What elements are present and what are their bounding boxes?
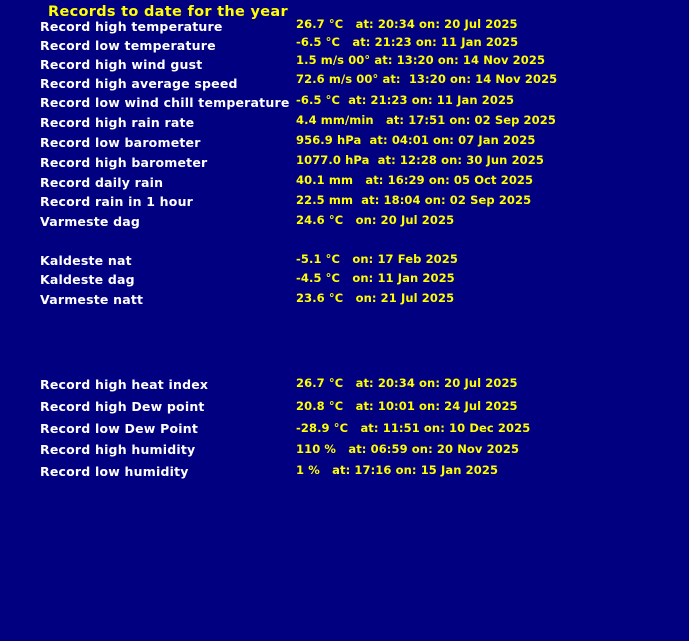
record-value-low-dew-point: -28.9 °C at: 11:51 on: 10 Dec 2025 bbox=[296, 421, 531, 435]
record-label-high-barometer: Record high barometer bbox=[40, 155, 208, 170]
record-label-high-rain-rate: Record high rain rate bbox=[40, 115, 195, 130]
record-label-kaldeste-nat: Kaldeste nat bbox=[40, 253, 132, 268]
record-label-rain-1-hour: Record rain in 1 hour bbox=[40, 194, 194, 209]
record-label-low-temperature: Record low temperature bbox=[40, 38, 216, 53]
record-value-low-barometer: 956.9 hPa at: 04:01 on: 07 Jan 2025 bbox=[296, 133, 536, 147]
record-value-daily-rain: 40.1 mm at: 16:29 on: 05 Oct 2025 bbox=[296, 173, 534, 187]
record-label-low-barometer: Record low barometer bbox=[40, 135, 201, 150]
record-label-high-temperature: Record high temperature bbox=[40, 19, 223, 34]
record-value-low-wind-chill: -6.5 °C at: 21:23 on: 11 Jan 2025 bbox=[296, 93, 515, 107]
record-label-varmeste-dag: Varmeste dag bbox=[40, 214, 141, 229]
record-label-kaldeste-dag: Kaldeste dag bbox=[40, 272, 135, 287]
record-value-high-humidity: 110 % at: 06:59 on: 20 Nov 2025 bbox=[296, 442, 520, 456]
record-value-varmeste-natt: 23.6 °C on: 21 Jul 2025 bbox=[296, 291, 455, 305]
record-label-high-wind-gust: Record high wind gust bbox=[40, 57, 203, 72]
record-label-high-average-speed: Record high average speed bbox=[40, 76, 238, 91]
record-value-high-wind-gust: 1.5 m/s 00° at: 13:20 on: 14 Nov 2025 bbox=[296, 53, 546, 67]
record-value-high-rain-rate: 4.4 mm/min at: 17:51 on: 02 Sep 2025 bbox=[296, 113, 556, 127]
record-value-high-average-speed: 72.6 m/s 00° at: 13:20 on: 14 Nov 2025 bbox=[296, 72, 558, 86]
record-value-low-humidity: 1 % at: 17:16 on: 15 Jan 2025 bbox=[296, 463, 499, 477]
record-label-low-humidity: Record low humidity bbox=[40, 464, 189, 479]
page-title: Records to date for the year bbox=[48, 4, 288, 20]
record-value-high-dew-point: 20.8 °C at: 10:01 on: 24 Jul 2025 bbox=[296, 399, 518, 413]
record-value-low-temperature: -6.5 °C at: 21:23 on: 11 Jan 2025 bbox=[296, 35, 519, 49]
record-value-kaldeste-nat: -5.1 °C on: 17 Feb 2025 bbox=[296, 252, 458, 266]
record-label-daily-rain: Record daily rain bbox=[40, 175, 164, 190]
record-value-kaldeste-dag: -4.5 °C on: 11 Jan 2025 bbox=[296, 271, 455, 285]
record-label-high-dew-point: Record high Dew point bbox=[40, 399, 205, 414]
record-label-high-humidity: Record high humidity bbox=[40, 442, 196, 457]
record-value-high-heat-index: 26.7 °C at: 20:34 on: 20 Jul 2025 bbox=[296, 376, 518, 390]
record-value-rain-1-hour: 22.5 mm at: 18:04 on: 02 Sep 2025 bbox=[296, 193, 532, 207]
record-label-high-heat-index: Record high heat index bbox=[40, 377, 209, 392]
record-label-low-dew-point: Record low Dew Point bbox=[40, 421, 198, 436]
record-label-low-wind-chill: Record low wind chill temperature bbox=[40, 95, 290, 110]
record-value-varmeste-dag: 24.6 °C on: 20 Jul 2025 bbox=[296, 213, 455, 227]
record-value-high-barometer: 1077.0 hPa at: 12:28 on: 30 Jun 2025 bbox=[296, 153, 544, 167]
record-value-high-temperature: 26.7 °C at: 20:34 on: 20 Jul 2025 bbox=[296, 17, 518, 31]
record-label-varmeste-natt: Varmeste natt bbox=[40, 292, 144, 307]
